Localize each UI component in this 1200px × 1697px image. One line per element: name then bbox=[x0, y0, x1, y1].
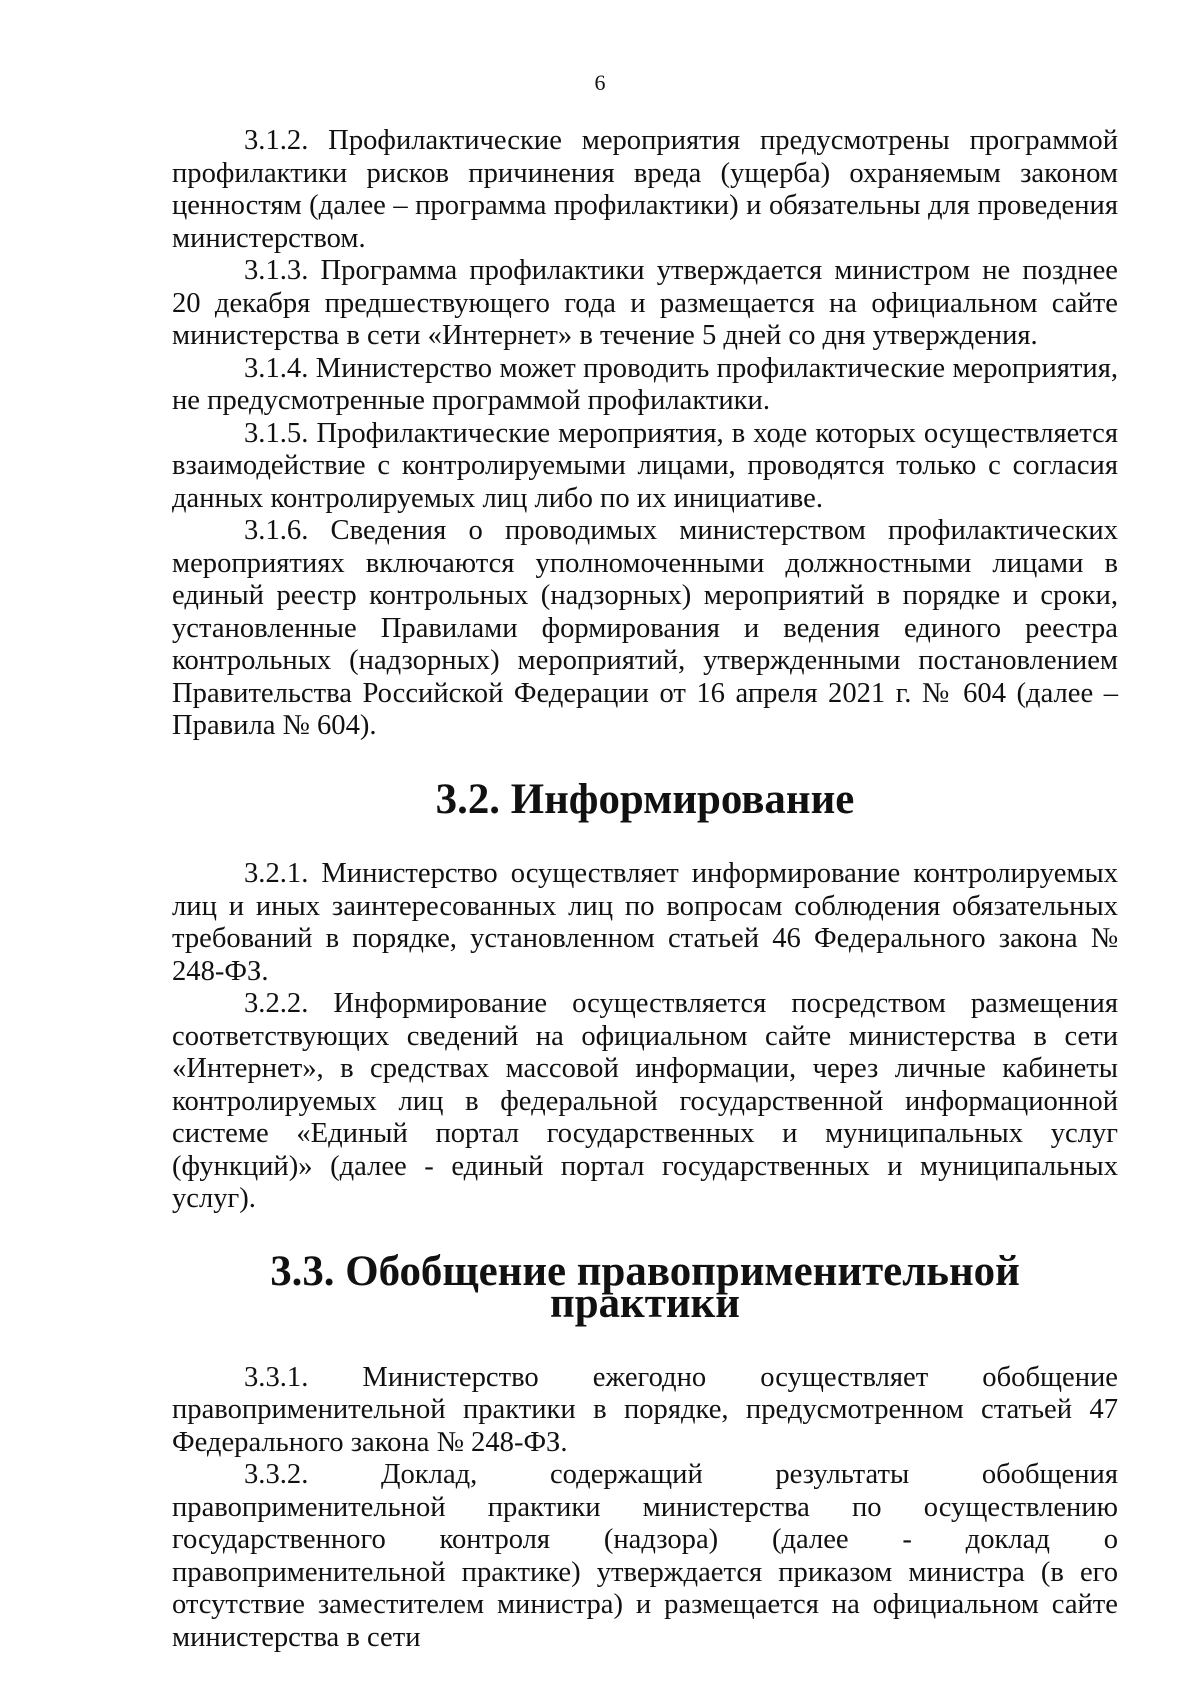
paragraph-3-2-2: 3.2.2. Информирование осуществляется посредством размещения соответствующих сведений на официальном сайте министерства в сети «Интернет», в средствах массовой информации, через личные кабинеты контролируемых лиц в федеральной государственной информационной системе «Единый портал государственных и муниципальных услуг (функций)» (далее - единый портал государственных и муниципальных услуг). bbox=[172, 988, 1118, 1214]
page-number: 6 bbox=[594, 70, 606, 95]
paragraph-3-1-2: 3.1.2. Профилактические мероприятия предусмотрены программой профилактики рисков причинения вреда (ущерба) охраняемым законом ценностям (далее – программа профилактики) и обязательны для проведения министерством. bbox=[172, 125, 1118, 254]
paragraph-3-1-3: 3.1.3. Программа профилактики утверждается министром не позднее 20 декабря предшествующего года и размещается на официальном сайте министерства в сети «Интернет» в течение 5 дней со дня утверждения. bbox=[172, 255, 1118, 351]
section-heading-3-3: 3.3. Обобщение правоприменительной практики bbox=[270, 1247, 1020, 1327]
paragraph-3-3-2: 3.3.2. Доклад, содержащий результаты обобщения правоприменительной практики министерства по осуществлению государственного контроля (надзора) (далее - доклад о правоприменительной практике) утверждается приказом министра (в его отсутствие заместителем министра) и размещается на официальном сайте министерства в сети bbox=[172, 1459, 1118, 1653]
paragraph-3-2-1: 3.2.1. Министерство осуществляет информирование контролируемых лиц и иных заинтересованных лиц по вопросам соблюдения обязательных требований в порядке, установленном статьей 46 Федерального закона № 248-ФЗ. bbox=[172, 858, 1118, 987]
document-body bbox=[172, 125, 1118, 1654]
section-heading-3-2: 3.2. Информирование bbox=[435, 775, 855, 823]
paragraph-3-3-1: 3.3.1. Министерство ежегодно осуществляет обобщение правоприменительной практики в порядке, предусмотренном статьей 47 Федерального закона № 248-ФЗ. bbox=[172, 1361, 1118, 1458]
paragraph-3-1-5: 3.1.5. Профилактические мероприятия, в ходе которых осуществляется взаимодействие с контролируемыми лицами, проводятся только с согласия данных контролируемых лиц либо по их инициативе. bbox=[172, 417, 1118, 514]
paragraph-3-1-6: 3.1.6. Сведения о проводимых министерством профилактических мероприятиях включаются уполномоченными должностными лицами в единый реестр контрольных (надзорных) мероприятий в порядке и сроки, установленные Правилами формирования и ведения единого реестра контрольных (надзорных) мероприятий, утвержденными постановлением Правительства Российской Федерации от 16 апреля 2021 г. № 604 (далее – Правила № 604). bbox=[172, 515, 1118, 741]
paragraph-3-1-4: 3.1.4. Министерство может проводить профилактические мероприятия, не предусмотренные программой профилактики. bbox=[172, 352, 1118, 416]
